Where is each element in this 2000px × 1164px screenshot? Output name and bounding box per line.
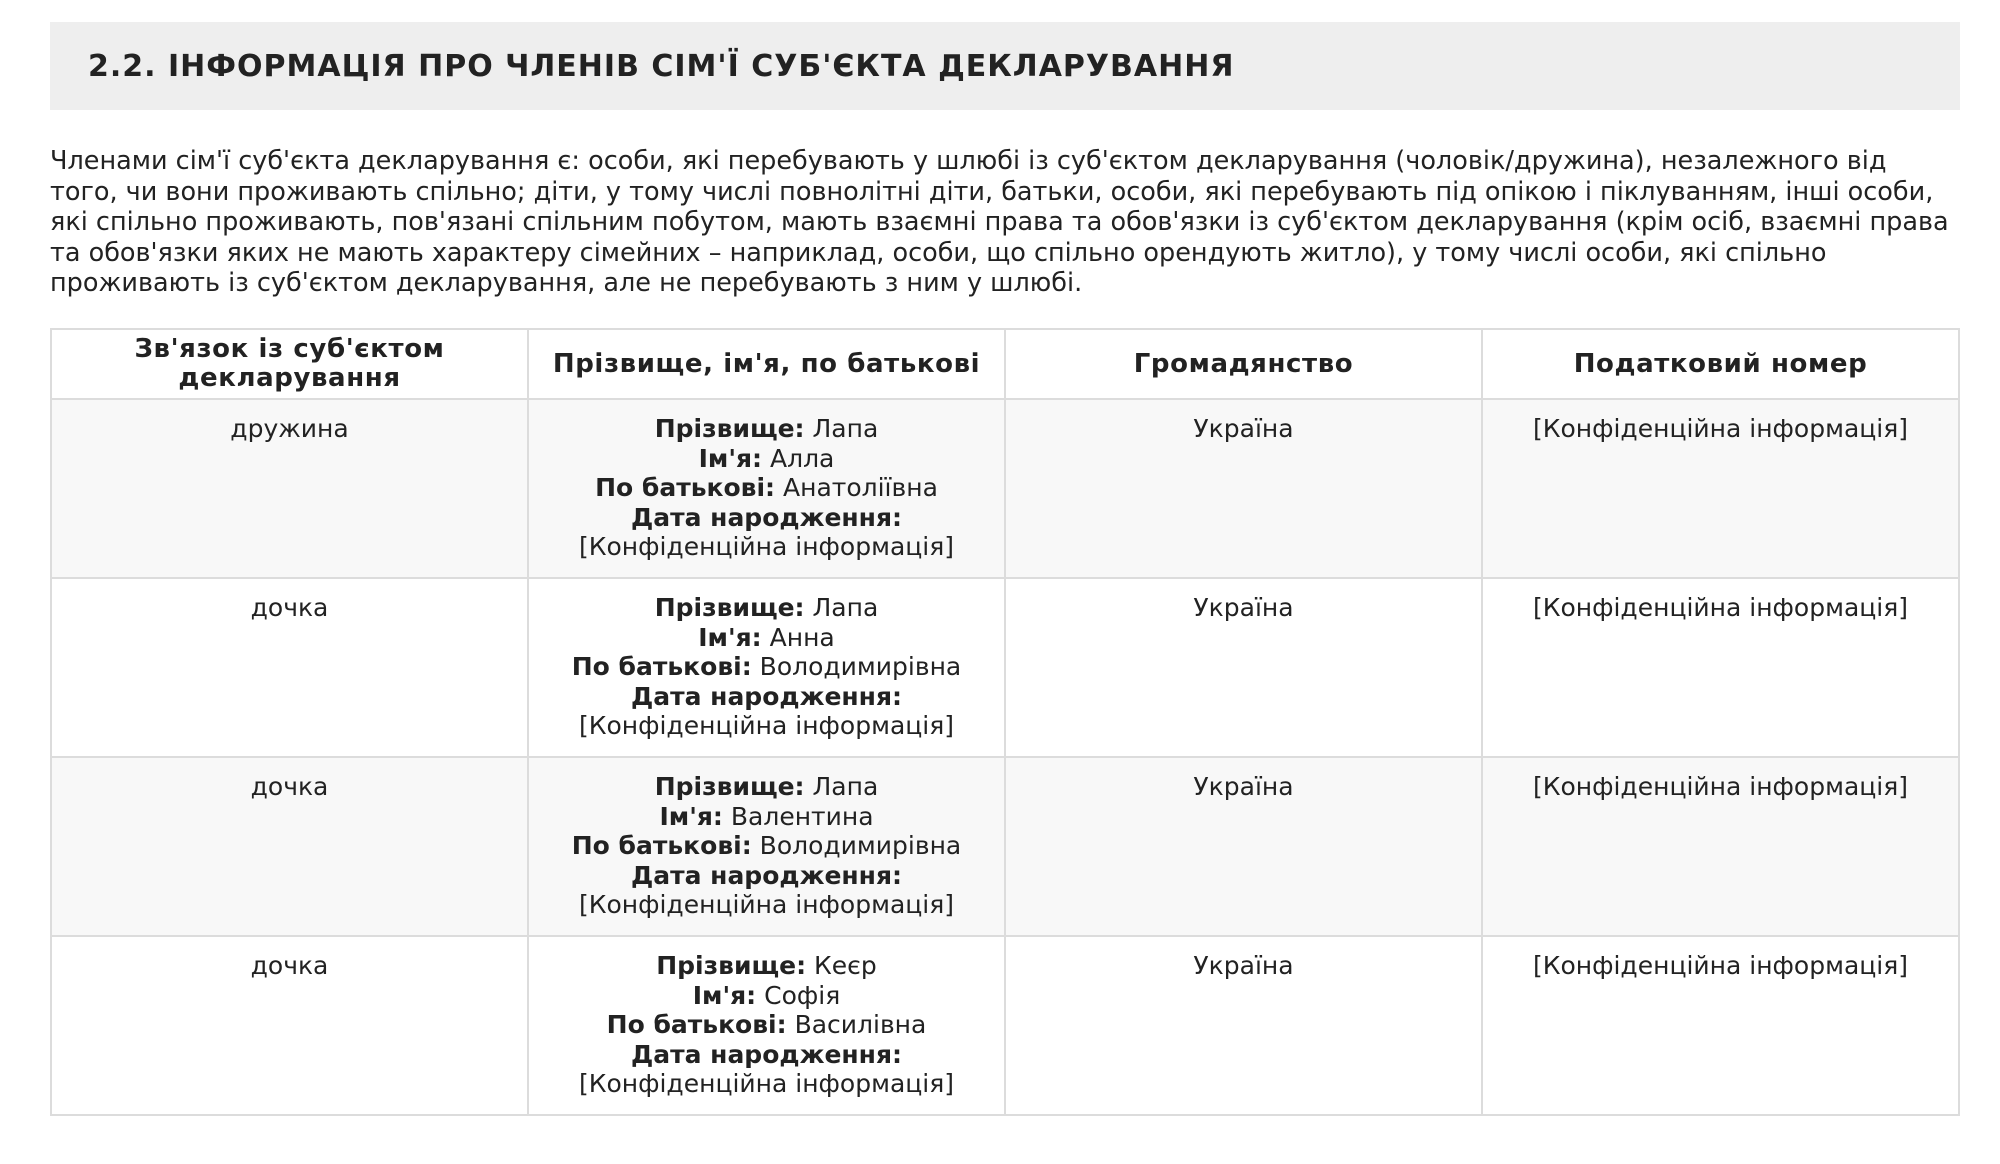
- name-line: [537, 802, 996, 832]
- relation-value: дочка: [250, 951, 329, 980]
- surname-value: Кеєр: [814, 951, 877, 980]
- name-value: Алла: [770, 443, 835, 473]
- patronymic-label: По батькові:: [571, 831, 752, 860]
- name-label: Ім'я:: [692, 980, 757, 1010]
- tax-number-value: [Конфіденційна інформація]: [1532, 772, 1909, 801]
- citizenship-cell: [1005, 936, 1482, 1115]
- tax-number-cell: [1482, 757, 1959, 936]
- tax-number-cell: [1482, 578, 1959, 757]
- patronymic-label: По батькові:: [571, 652, 752, 681]
- name-value: Валентина: [730, 801, 874, 831]
- citizenship-cell: [1005, 578, 1482, 757]
- section-title: 2.2. ІНФОРМАЦІЯ ПРО ЧЛЕНІВ СІМ'Ї СУБ'ЄКТА ДЕКЛАРУВАННЯ: [88, 48, 1235, 84]
- tax-number-cell: [1482, 399, 1959, 578]
- surname-line: [537, 951, 996, 981]
- column-header-relation: Зв'язок із суб'єктом декларування: [51, 329, 528, 399]
- birth-date-value: [Конфіденційна інформація]: [578, 532, 955, 561]
- table-row: [51, 757, 1959, 936]
- patronymic-line: [537, 831, 996, 861]
- birth-date-value: [Конфіденційна інформація]: [578, 890, 955, 919]
- birth-date-label: Дата народження:: [630, 502, 903, 532]
- section-intro-text: Членами сім'ї суб'єкта декларування є: особи, які перебувають у шлюбі із суб'єктом декларування (чоловік/дружина), незалежного від того, чи вони проживають спільно; діти, у тому числі повнолітні діти, батьки, особи, які перебувають під опікою і піклуванням, інші особи, які спільно проживають, пов'язані спільним побутом, мають взаємні права та обов'язки із суб'єктом декларування (крім осіб, взаємні права та обов'язки яких не мають характеру сімейних – наприклад, особи, що спільно орендують житло), у тому числі особи, які спільно проживають із суб'єктом декларування, але не перебувають з ним у шлюбі.: [50, 146, 1949, 298]
- name-label: Ім'я:: [698, 443, 763, 473]
- table-row: [51, 399, 1959, 578]
- full-name-cell: [528, 936, 1005, 1115]
- patronymic-label: По батькові:: [595, 473, 776, 502]
- citizenship-value: Україна: [1193, 593, 1294, 622]
- surname-value: Лапа: [812, 593, 879, 622]
- tax-number-value: [Конфіденційна інформація]: [1532, 593, 1909, 622]
- column-header-citizenship: Громадянство: [1005, 329, 1482, 399]
- surname-label: Прізвище:: [654, 593, 805, 622]
- patronymic-value: Анатоліївна: [783, 473, 938, 502]
- patronymic-value: Володимирівна: [759, 652, 962, 681]
- surname-line: [537, 593, 996, 623]
- relation-cell: [51, 757, 528, 936]
- citizenship-value: Україна: [1193, 951, 1294, 980]
- tax-number-value: [Конфіденційна інформація]: [1532, 951, 1909, 980]
- name-label: Ім'я:: [698, 622, 762, 652]
- name-value: Софія: [764, 980, 841, 1010]
- patronymic-line: [537, 652, 996, 682]
- patronymic-line: [537, 1010, 996, 1040]
- patronymic-label: По батькові:: [606, 1010, 787, 1039]
- birth-date-value: [Конфіденційна інформація]: [578, 1069, 955, 1098]
- surname-line: [537, 772, 996, 802]
- section-header: [50, 22, 1960, 110]
- family-members-table: [50, 328, 1960, 1116]
- patronymic-value: Володимирівна: [759, 831, 962, 860]
- relation-value: дружина: [230, 414, 349, 443]
- citizenship-cell: [1005, 399, 1482, 578]
- relation-value: дочка: [250, 593, 329, 622]
- surname-value: Лапа: [812, 772, 879, 801]
- surname-line: [537, 414, 996, 444]
- patronymic-value: Василівна: [794, 1010, 927, 1039]
- tax-number-value: [Конфіденційна інформація]: [1532, 414, 1909, 443]
- citizenship-cell: [1005, 757, 1482, 936]
- table-row: [51, 578, 1959, 757]
- full-name-cell: [528, 578, 1005, 757]
- name-line: [537, 444, 996, 474]
- name-label: Ім'я:: [659, 801, 723, 831]
- surname-value: Лапа: [812, 414, 879, 443]
- birth-date-value: [Конфіденційна інформація]: [578, 711, 955, 740]
- surname-label: Прізвище:: [654, 414, 805, 443]
- surname-label: Прізвище:: [654, 772, 805, 801]
- table-header-row: [51, 329, 1959, 399]
- birth-date-label: Дата народження:: [630, 860, 903, 890]
- name-line: [537, 623, 996, 653]
- patronymic-line: [537, 473, 996, 503]
- column-header-full-name: Прізвище, ім'я, по батькові: [528, 329, 1005, 399]
- citizenship-value: Україна: [1193, 414, 1294, 443]
- citizenship-value: Україна: [1193, 772, 1294, 801]
- relation-cell: [51, 399, 528, 578]
- relation-cell: [51, 936, 528, 1115]
- birth-date-label: Дата народження:: [630, 1039, 903, 1069]
- table-row: [51, 936, 1959, 1115]
- full-name-cell: [528, 757, 1005, 936]
- relation-cell: [51, 578, 528, 757]
- surname-label: Прізвище:: [656, 951, 807, 980]
- tax-number-cell: [1482, 936, 1959, 1115]
- relation-value: дочка: [250, 772, 329, 801]
- table-body: [51, 399, 1959, 1115]
- full-name-cell: [528, 399, 1005, 578]
- column-header-tax-number: Податковий номер: [1482, 329, 1959, 399]
- birth-date-label: Дата народження:: [630, 681, 903, 711]
- name-value: Анна: [769, 622, 835, 652]
- name-line: [537, 981, 996, 1011]
